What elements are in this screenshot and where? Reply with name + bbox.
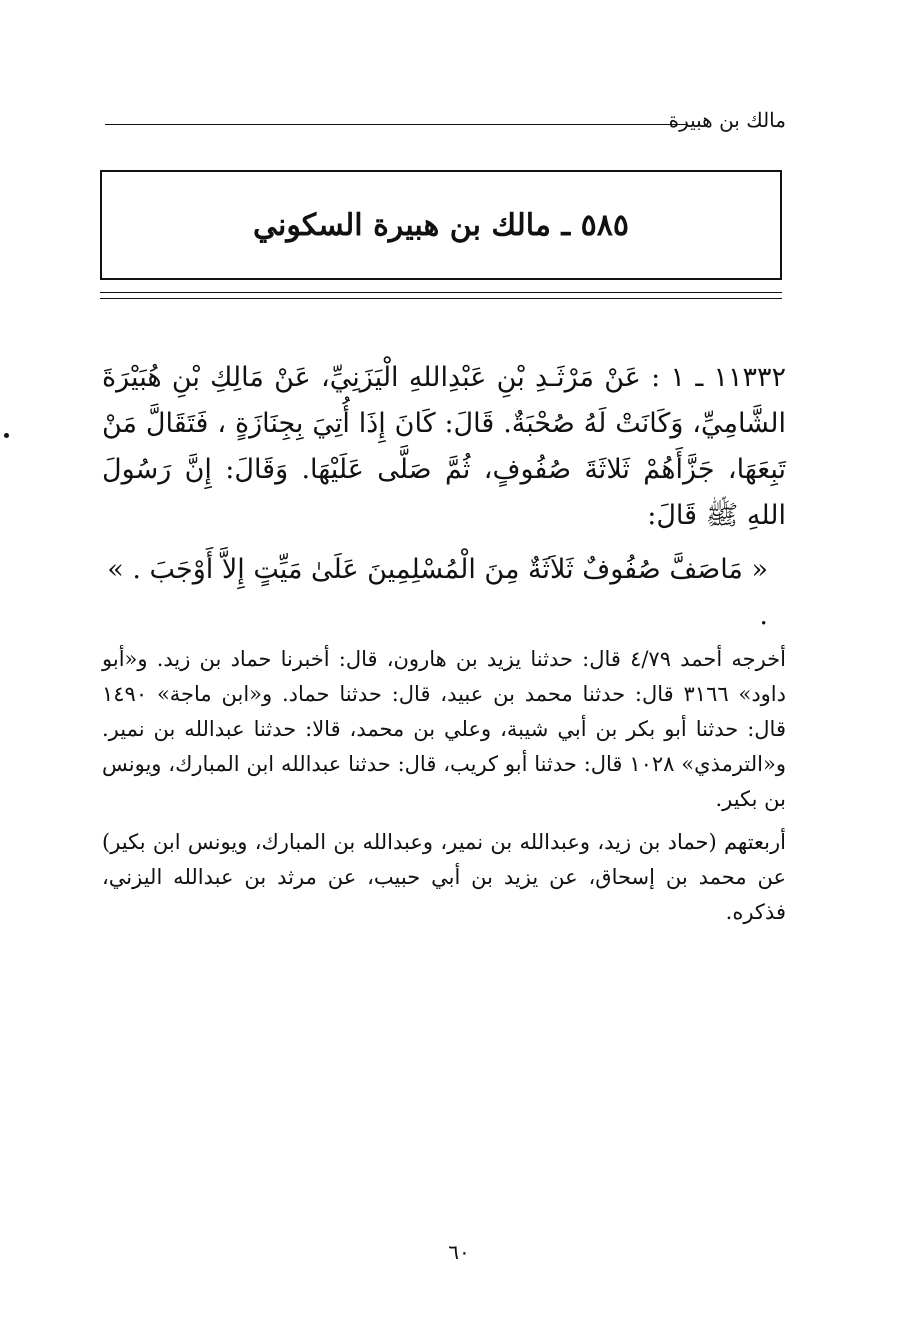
running-head-rule [105,124,686,125]
running-head [105,104,786,136]
title-divider-bottom [100,298,782,299]
page-number: ٦٠ [448,1240,470,1264]
takhrij-paragraph-1: أخرجه أحمد ٤/٧٩ قال: حدثنا يزيد بن هارون، قال: أخبرنا حماد بن زيد. و«أبو داود» ٣١٦٦ قال: حدثنا محمد بن عبيد، قال: حدثنا حماد. و«ابن ماجة» ١٤٩٠ قال: حدثنا أبو بكر بن أبي شيبة، وعلي بن محمد، قالا: حدثنا عبدالله بن نمير. و«الترمذي» ١٠٢٨ قال: حدثنا أبو كريب، قال: حدثنا عبدالله ابن المبارك، ويونس بن بكير. [102,647,786,811]
margin-mark [4,433,9,438]
hadith-block [102,355,786,639]
takhrij-paragraph-2: أربعتهم (حماد بن زيد، وعبدالله بن نمير، وعبدالله بن المبارك، ويونس ابن بكير) عن محمد بن إسحاق، عن يزيد بن أبي حبيب، عن مرثد بن عبدالله اليزني، فذكره. [102,830,786,924]
entry-title: ٥٨٥ ـ مالك بن هبيرة السكوني [252,207,630,243]
title-divider-top [100,292,782,293]
takhrij-block [102,642,786,930]
running-head-title: مالك بن هبيرة [668,108,786,132]
hadith-text: ١١٣٣٢ ـ ١ : عَنْ مَرْثَـدِ بْنِ عَبْدِاللهِ الْيَزَنِيِّ، عَنْ مَالِكِ بْنِ هُبَيْرَةَ الشَّامِيِّ، وَكَانَتْ لَهُ صُحْبَةٌ. قَالَ: كَانَ إِذَا أُتِيَ بِجِنَازَةٍ ، فَتَقَالَّ مَنْ تَبِعَهَا، جَزَّأَهُمْ ثَلاثَةَ صُفُوفٍ، ثُمَّ صَلَّى عَلَيْهَا. وَقَالَ: إِنَّ رَسُولَ اللهِ ﷺ قَالَ: [102,362,787,531]
entry-title-box [100,170,782,280]
hadith-quote: « مَاصَفَّ صُفُوفٌ ثَلاَثَةٌ مِنَ الْمُسْلِمِينَ عَلَىٰ مَيِّتٍ إِلاَّ أَوْجَبَ . » . [107,554,768,631]
